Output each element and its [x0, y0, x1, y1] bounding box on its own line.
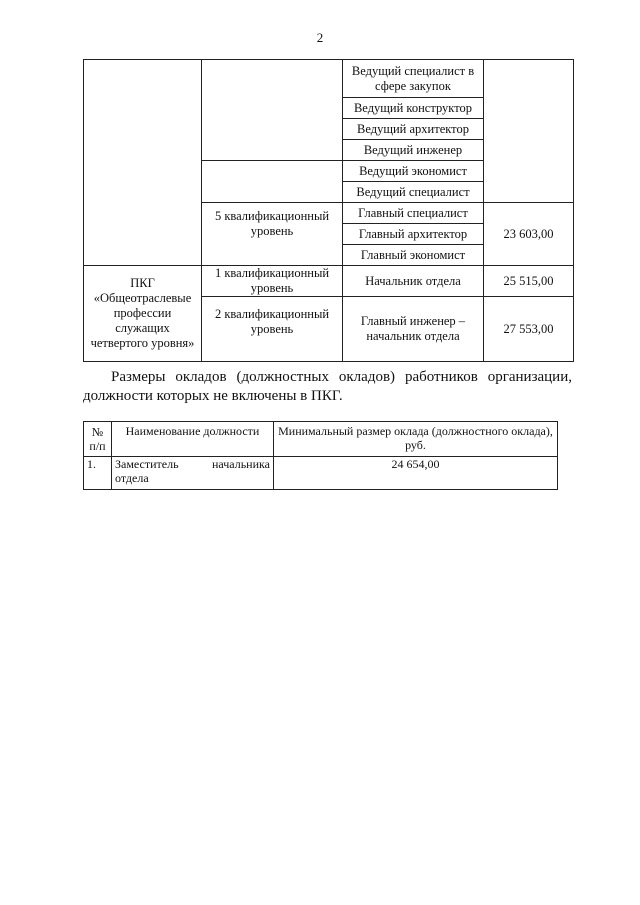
qual-level-cell: 1 квалификационный уровень — [202, 266, 343, 297]
position-cell: Ведущий конструктор — [343, 98, 484, 119]
qual-level-cell: 5 квалификационный уровень — [202, 203, 343, 266]
qual-level-cell-empty — [202, 60, 343, 161]
position-name-line: Заместитель начальника — [115, 457, 270, 471]
salary-cell-empty — [484, 60, 574, 203]
pkg-group-cell: ПКГ «Общеотраслевые профессии служащих четвертого уровня» — [84, 266, 202, 362]
position-cell: Ведущий специалист — [343, 182, 484, 203]
header-position-name: Наименование должности — [112, 422, 274, 457]
header-min-salary: Минимальный размер оклада (должностного оклада), руб. — [274, 422, 558, 457]
salary-cell: 27 553,00 — [484, 297, 574, 362]
position-cell: Ведущий специалист в сфере закупок — [343, 60, 484, 98]
page-number: 2 — [316, 30, 324, 45]
position-cell: Главный экономист — [343, 245, 484, 266]
position-cell: Главный инженер – начальник отдела — [343, 297, 484, 362]
pkg-group-cell-empty — [84, 60, 202, 266]
other-positions-table — [83, 421, 558, 490]
position-cell: Главный специалист — [343, 203, 484, 224]
salary-cell: 25 515,00 — [484, 266, 574, 297]
position-cell: Ведущий архитектор — [343, 119, 484, 140]
position-cell: Ведущий экономист — [343, 161, 484, 182]
salary-cell: 23 603,00 — [484, 203, 574, 266]
position-cell: Ведущий инженер — [343, 140, 484, 161]
table-row — [84, 457, 558, 490]
position-cell: Главный архитектор — [343, 224, 484, 245]
header-number: № п/п — [84, 422, 112, 457]
qual-level-cell: 2 квалификационный уровень — [202, 297, 343, 362]
row-number: 1. — [84, 457, 112, 490]
position-name-line: отдела — [115, 471, 149, 486]
body-paragraph: Размеры окладов (должностных окладов) работников организации, должности которых не включены в ПКГ. — [83, 369, 572, 404]
table-row — [84, 266, 574, 297]
table-header-row — [84, 422, 558, 457]
position-name-cell — [112, 457, 274, 490]
salary-cell: 24 654,00 — [274, 457, 558, 490]
pkg-salary-table — [83, 59, 574, 362]
table-row — [84, 60, 574, 98]
position-cell: Начальник отдела — [343, 266, 484, 297]
qual-level-cell-empty — [202, 161, 343, 203]
